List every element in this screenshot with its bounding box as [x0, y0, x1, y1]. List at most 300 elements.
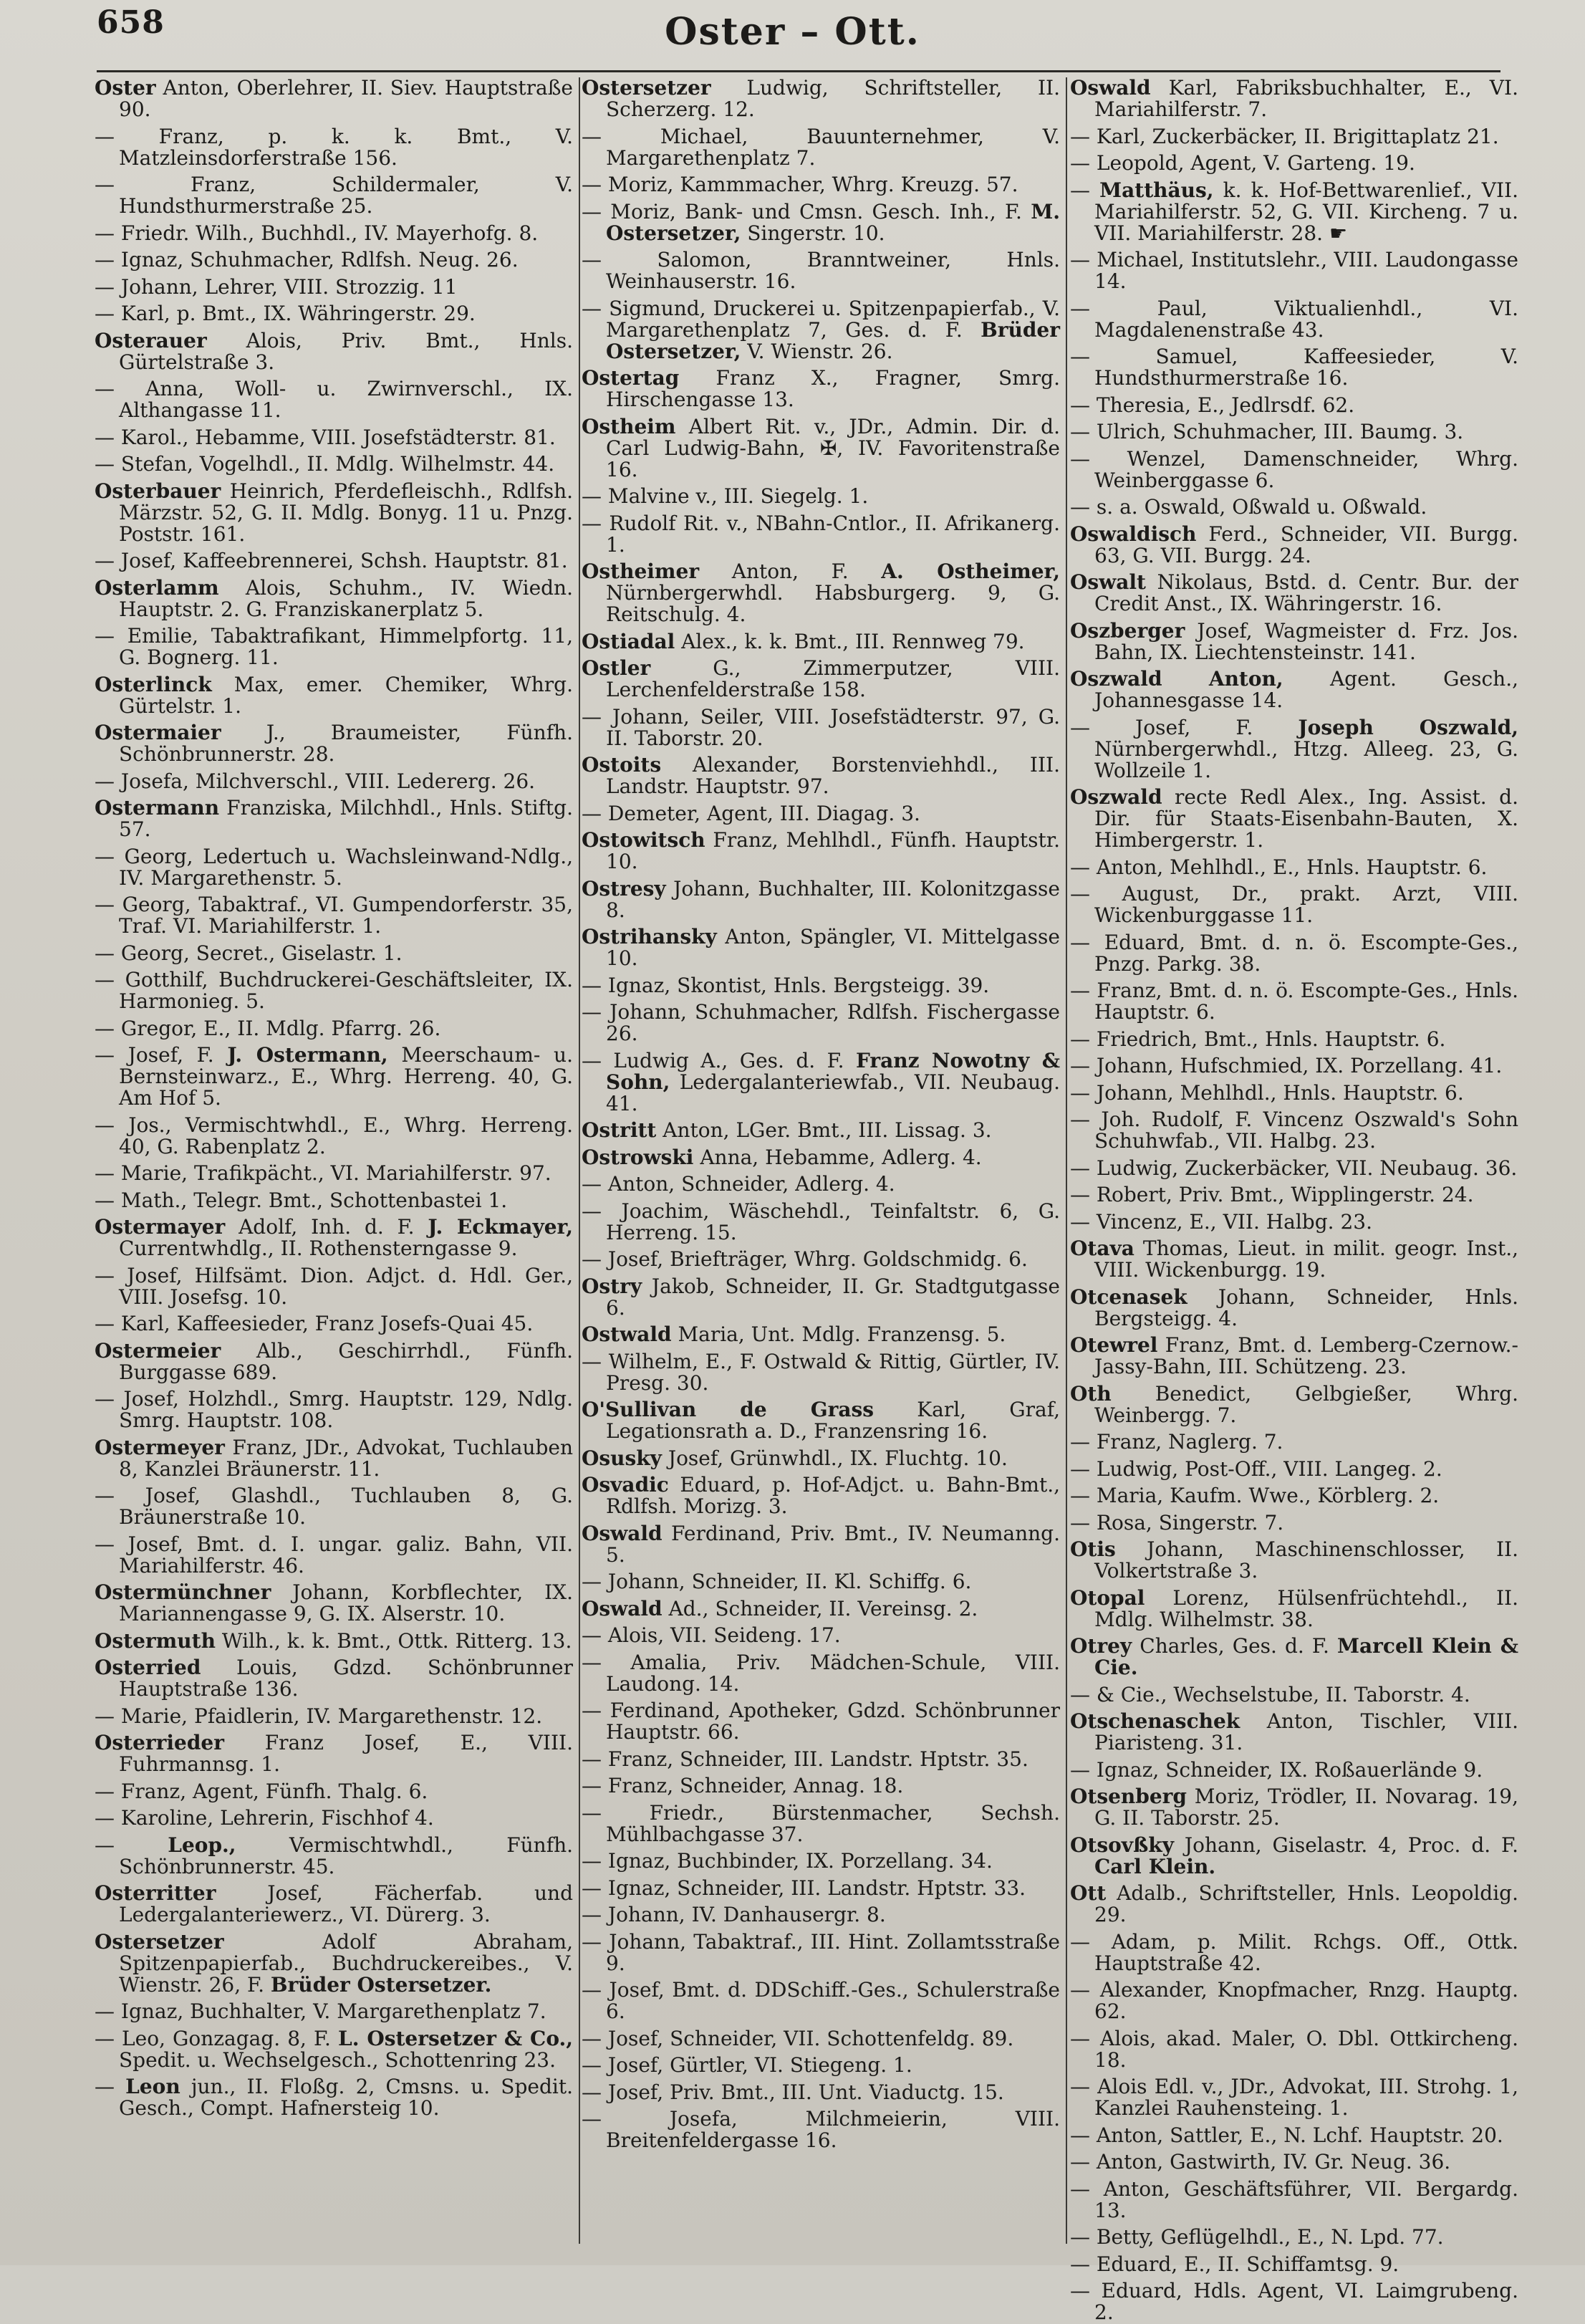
entry-ditto-dash: —	[95, 1484, 115, 1507]
directory-entry	[582, 1878, 1060, 1899]
entry-text: Ignaz, Schuhmacher, Rdlfsh. Neug. 26.	[115, 248, 519, 272]
directory-entry	[582, 2028, 1060, 2050]
directory-entry	[95, 1781, 573, 1802]
entry-text: Jakob, Schneider, II. Gr. Stadtgutgasse 6.	[606, 1274, 1060, 1320]
entry-text: Josef, Grünwhdl., IX. Fluchtg. 10.	[661, 1446, 1008, 1470]
entry-surname: Oswald	[1070, 76, 1151, 100]
entry-text: J., Braumeister, Fünfh. Schönbrunnerstr. 28.	[119, 721, 573, 766]
page-header: Oster – Ott.	[665, 10, 920, 54]
entry-ditto-dash: —	[1070, 1156, 1090, 1180]
entry-text: Thomas, Lieut. in milit. geogr. Inst., VIII. Wickenburgg. 19.	[1094, 1237, 1518, 1282]
entry-text: Joachim, Wäschehdl., Teinfaltstr. 6, G. Herreng. 15.	[602, 1199, 1060, 1244]
entry-ditto-dash: —	[95, 1704, 115, 1728]
entry-surname: Ostermeyer	[95, 1435, 225, 1459]
directory-entry	[1070, 717, 1518, 782]
entry-text: Josef, Holzhdl., Smrg. Hauptstr. 129, Ndlg. Smrg. Hauptstr. 108.	[115, 1387, 573, 1432]
page-number: 658	[97, 4, 165, 41]
entry-firm-name: Carl Klein.	[1094, 1854, 1216, 1878]
entry-firm-name: J. Eckmayer,	[428, 1215, 574, 1239]
entry-text: Maria, Unt. Mdlg. Franzensg. 5.	[671, 1322, 1006, 1346]
entry-text: Josef, F.	[1090, 715, 1299, 739]
entry-text: Franz, Bmt. d. Lemberg-Czernow.-Jassy-Bahn, III. Schützeng. 23.	[1094, 1333, 1518, 1378]
entry-ditto-dash: —	[95, 2026, 115, 2050]
entry-text: Josef, Priv. Bmt., III. Unt. Viaductg. 15.	[602, 2080, 1004, 2104]
entry-surname: Ostermayer	[95, 1215, 226, 1239]
directory-entry	[582, 1324, 1060, 1345]
entry-text: Anton, F.	[699, 560, 882, 583]
entry-surname: Otsenberg	[1070, 1785, 1187, 1808]
entry-ditto-dash: —	[1070, 2150, 1090, 2174]
entry-text: Eduard, Bmt. d. n. ö. Escompte-Ges., Pnzg. Parkg. 38.	[1090, 930, 1518, 976]
entry-firm-name: A. Ostheimer,	[881, 560, 1060, 583]
entry-text: Alois, VII. Seideng. 17.	[602, 1623, 841, 1647]
entry-text: Johann, Tabaktraf., III. Hint. Zollamtsstraße 9.	[602, 1929, 1060, 1975]
entry-ditto-dash: —	[1070, 2176, 1090, 2201]
entry-ditto-dash: —	[582, 1172, 602, 1196]
entry-text: Ignaz, Buchhalter, V. Margarethenplatz 7.	[115, 1999, 546, 2023]
entry-surname: Otrey	[1070, 1634, 1132, 1658]
directory-entry	[582, 1173, 1060, 1195]
entry-text: Josef, Gürtler, VI. Stiegeng. 1.	[602, 2053, 912, 2077]
directory-entry	[1070, 1184, 1518, 1206]
directory-entry	[582, 1652, 1060, 1695]
directory-entry	[95, 1628, 573, 1653]
entry-ditto-dash: —	[95, 302, 115, 325]
entry-ditto-dash: —	[582, 1349, 602, 1373]
entry-text: Wilh., k. k. Bmt., Ottk. Ritterg. 13.	[215, 1628, 572, 1653]
entry-text	[1162, 667, 1209, 691]
entry-text-tail: Meerschaum- u. Bernsteinwarz., E., Whrg. Herreng. 40, G. Am Hof 5.	[119, 1043, 573, 1110]
directory-entry	[95, 2028, 573, 2071]
entry-ditto-dash: —	[582, 2080, 602, 2104]
entry-surname: Ostrihansky	[582, 925, 717, 949]
entry-ditto-dash: —	[95, 452, 115, 476]
directory-entry	[582, 1147, 1060, 1168]
directory-entry	[582, 658, 1060, 701]
entry-ditto-dash: —	[582, 1929, 602, 1954]
entry-text: Moriz, Trödler, II. Novarag. 19, G. II. Taborstr. 25.	[1094, 1785, 1518, 1830]
entry-ditto-dash: —	[582, 511, 602, 535]
entry-text: Eduard, E., II. Schiffamtsg. 9.	[1090, 2252, 1399, 2276]
directory-entry	[95, 577, 573, 620]
entry-ditto-dash: —	[1070, 151, 1090, 175]
directory-entry	[95, 453, 573, 475]
entry-text: Theresia, E., Jedlrsdf. 62.	[1090, 393, 1355, 417]
entry-ditto-dash: —	[1070, 1027, 1090, 1051]
entry-ditto-dash: —	[95, 1833, 115, 1857]
entry-ditto-dash: —	[582, 484, 602, 508]
entry-surname: Oswald	[582, 1521, 663, 1545]
directory-entry	[1070, 1055, 1518, 1077]
directory-entry	[1070, 1883, 1518, 1926]
entry-text: Franz, Schneider, III. Landstr. Hptstr. 35.	[602, 1747, 1028, 1771]
entry-text: Alexander, Knopfmacher, Rnzg. Hauptg. 62.	[1090, 1978, 1518, 2023]
directory-entry	[582, 631, 1060, 653]
entry-text: Alb., Geschirrhdl., Fünfh. Burggasse 689.	[119, 1338, 573, 1384]
directory-entry	[95, 274, 573, 299]
entry-text: Adolf, Inh. d. F.	[225, 1215, 428, 1239]
entry-firm-name: Brüder Ostersetzer,	[606, 317, 1060, 363]
directory-entry	[582, 1700, 1060, 1743]
entry-text: Johann, Schneider, II. Kl. Schiffg. 6.	[602, 1570, 972, 1593]
entry-surname: Ostresy	[582, 876, 666, 901]
directory-entry	[582, 1201, 1060, 1244]
entry-text-tail: Nürnbergerwhdl., Htzg. Alleeg. 23, G. Wollzeile 1.	[1094, 736, 1518, 782]
entry-text-tail: Spedit. u. Wechselgesch., Schottenring 23.	[119, 2047, 556, 2072]
entry-ditto-dash: —	[1070, 1430, 1090, 1454]
entry-text: Gotthilf, Buchdruckerei-Geschäftsleiter, IX. Harmonieg. 5.	[115, 968, 573, 1013]
directory-entry	[582, 1749, 1060, 1770]
entry-text: s. a. Oswald, Oßwald u. Oßwald.	[1090, 495, 1427, 519]
directory-entry	[95, 481, 573, 545]
entry-text: Franz, Agent, Fünfh. Thalg. 6.	[115, 1779, 428, 1803]
directory-entry	[582, 77, 1060, 120]
entry-text: Alois, Schuhm., IV. Wiedn. Hauptstr. 2. G. Franziskanerplatz 5.	[119, 575, 573, 621]
entry-ditto-dash: —	[1070, 2075, 1090, 2098]
entry-text: Franz, Mehlhdl., Fünfh. Hauptstr. 10.	[606, 828, 1060, 873]
entry-ditto-dash: —	[1070, 1682, 1090, 1706]
entry-surname: Oster	[95, 76, 156, 100]
directory-entry	[95, 1265, 573, 1308]
directory-entry	[1070, 2254, 1518, 2275]
entry-text: Louis, Gdzd. Schönbrunner Hauptstraße 136.	[119, 1656, 573, 1701]
directory-entry	[95, 1190, 573, 1211]
entry-text: Jos., Vermischtwhdl., E., Whrg. Herreng. 40, G. Rabenplatz 2.	[115, 1113, 573, 1158]
entry-text: Ulrich, Schuhmacher, III. Baumg. 3.	[1090, 420, 1464, 443]
directory-entry	[95, 722, 573, 765]
entry-firm-name: L. Ostersetzer & Co.,	[338, 2026, 574, 2050]
directory-entry	[95, 1657, 573, 1700]
entry-surname: Osvadic	[582, 1473, 669, 1497]
entry-ditto-dash: —	[1070, 1484, 1090, 1507]
directory-entry	[95, 797, 573, 840]
entry-text: Adolf Abraham, Spitzenpapierfab., Buchdruckereibes., V. Wienstr. 26, F.	[119, 1929, 573, 1997]
directory-entry	[1070, 2028, 1518, 2071]
entry-text: Georg, Tabaktraf., VI. Gumpendorferstr. 35, Traf. VI. Mariahilferstr. 1.	[115, 893, 573, 938]
entry-text-tail: Singerstr. 10.	[741, 221, 885, 245]
entry-ditto-dash: —	[95, 377, 115, 400]
entry-ditto-dash: —	[582, 173, 602, 196]
entry-ditto-dash: —	[95, 1043, 115, 1067]
directory-entry	[582, 249, 1060, 292]
entry-firm-name: Brüder Ostersetzer.	[270, 1972, 492, 1997]
directory-entry	[582, 926, 1060, 969]
entry-text-tail: V. Wienstr. 26.	[741, 339, 893, 363]
entry-text: Ludwig, Zuckerbäcker, VII. Neubaug. 36.	[1090, 1156, 1518, 1180]
entry-surname: Ostrowski	[582, 1145, 694, 1169]
directory-entry	[95, 378, 573, 421]
directory-entry	[1070, 857, 1518, 878]
entry-text: Ignaz, Schneider, III. Landstr. Hptstr. 33.	[602, 1876, 1026, 1900]
entry-ditto-dash: —	[1070, 1054, 1090, 1077]
entry-text: Georg, Ledertuch u. Wachsleinwand-Ndlg., IV. Margarethenstr. 5.	[115, 844, 573, 890]
entry-text: Friedr., Bürstenmacher, Sechsh. Mühlbachgasse 37.	[602, 1800, 1060, 1846]
entry-text: Josef, Briefträger, Whrg. Goldschmidg. 6.	[602, 1247, 1028, 1271]
entry-text	[115, 1833, 168, 1857]
entry-text: Franz, Naglerg. 7.	[1090, 1430, 1283, 1454]
entry-text: Johann, Schuhmacher, Rdlfsh. Fischergasse 26.	[602, 1000, 1060, 1045]
directory-entry	[582, 1625, 1060, 1646]
entry-ditto-dash: —	[582, 1199, 602, 1223]
entry-text: Alexander, Borstenviehhdl., III. Landstr. Hauptstr. 97.	[606, 753, 1060, 798]
entry-text: Marie, Pfaidlerin, IV. Margarethenstr. 12.	[115, 1704, 543, 1728]
directory-entry	[582, 1850, 1060, 1872]
column-right	[1070, 76, 1518, 2324]
entry-firm-name: Leop.,	[168, 1833, 236, 1857]
directory-entry	[1070, 932, 1518, 975]
directory-entry	[1070, 1109, 1518, 1152]
entry-surname: Ostheim	[582, 414, 676, 438]
directory-entry	[582, 1802, 1060, 1845]
entry-surname: Osterauer	[95, 328, 207, 352]
directory-entry	[95, 303, 573, 325]
entry-text: Franz, Schneider, Annag. 18.	[602, 1774, 904, 1797]
directory-entry	[582, 1050, 1060, 1115]
directory-entry	[95, 1883, 573, 1926]
directory-entry	[582, 126, 1060, 169]
entry-text: Franz X., Fragner, Smrg. Hirschengasse 13.	[606, 366, 1060, 411]
directory-entry	[95, 1485, 573, 1528]
directory-entry	[95, 1706, 573, 1727]
entry-text: Franziska, Milchhdl., Hnls. Stiftg. 57.	[119, 796, 573, 841]
entry-text: Karl, Kaffeesieder, Franz Josefs-Quai 45.	[115, 1312, 534, 1335]
entry-ditto-dash: —	[582, 1000, 602, 1024]
entry-ditto-dash: —	[582, 124, 602, 148]
directory-entry	[1070, 1539, 1518, 1582]
entry-text: Lorenz, Hülsenfrüchtehdl., II. Mdlg. Wilhelmstr. 38.	[1094, 1585, 1518, 1631]
entry-text-tail: Currentwhdlg., II. Rothensterngasse 9.	[119, 1237, 518, 1260]
entry-surname: Ostowitsch	[582, 828, 705, 852]
entry-ditto-dash: —	[95, 1312, 115, 1335]
directory-entry	[95, 1582, 573, 1625]
entry-ditto-dash: —	[1070, 2279, 1090, 2303]
entry-text: Josef, Bmt. d. DDSchiff.-Ges., Schulerstraße 6.	[602, 1978, 1060, 2023]
directory-entry	[582, 830, 1060, 873]
entry-text: Nikolaus, Bstd. d. Centr. Bur. der Credit Anst., IX. Währingerstr. 16.	[1094, 570, 1518, 615]
entry-surname: Ostermuth	[95, 1628, 216, 1653]
entry-ditto-dash: —	[582, 1876, 602, 1900]
entry-surname: Ostheimer	[582, 560, 700, 583]
entry-surname: Ostermann	[95, 796, 220, 820]
entry-ditto-dash: —	[582, 1774, 602, 1797]
entry-surname: Ostertag	[582, 366, 680, 390]
directory-entry	[95, 1313, 573, 1335]
directory-entry	[95, 427, 573, 448]
directory-entry	[1070, 1512, 1518, 1534]
directory-entry	[1070, 1029, 1518, 1050]
entry-firm-name: J. Ostermann,	[227, 1043, 388, 1067]
entry-text: Ludwig, Post-Off., VIII. Langeg. 2.	[1090, 1456, 1442, 1481]
directory-entry	[1070, 1287, 1518, 1330]
entry-ditto-dash: —	[1070, 855, 1090, 879]
entry-text: Johann, Maschinenschlosser, II. Volkertstraße 3.	[1094, 1537, 1518, 1583]
entry-surname: Otewrel	[1070, 1333, 1158, 1357]
entry-surname: Ostermaier	[95, 721, 221, 744]
entry-surname: Ostiadal	[582, 629, 675, 653]
entry-ditto-dash: —	[1070, 1209, 1090, 1234]
directory-entry	[95, 1340, 573, 1383]
directory-entry	[582, 1399, 1060, 1442]
entry-surname: Oszwald	[1070, 667, 1162, 691]
entry-text: Anton, Mehlhdl., E., Hnls. Hauptstr. 6.	[1090, 855, 1488, 879]
column-divider	[579, 77, 580, 2244]
entry-ditto-dash: —	[95, 844, 115, 868]
directory-entry	[1070, 524, 1518, 567]
entry-ditto-dash: —	[95, 1779, 115, 1803]
entry-ditto-dash: —	[582, 1048, 602, 1072]
entry-ditto-dash: —	[1070, 345, 1090, 368]
entry-ditto-dash: —	[1070, 1978, 1090, 2002]
entry-text: Leopold, Agent, V. Garteng. 19.	[1090, 151, 1415, 175]
directory-entry	[1070, 496, 1518, 518]
entry-ditto-dash: —	[95, 549, 115, 572]
directory-entry	[582, 1120, 1060, 1141]
entry-text: Johann, Mehlhdl., Hnls. Hauptstr. 6.	[1090, 1080, 1464, 1105]
entry-text: Johann, Lehrer, VIII. Strozzig. 11	[115, 274, 458, 299]
directory-entry	[1070, 1711, 1518, 1754]
directory-entry	[1070, 572, 1518, 615]
entry-text: Albert Rit. v., JDr., Admin. Dir. d. Carl Ludwig-Bahn, ✠, IV. Favoritenstraße 16.	[606, 414, 1060, 481]
directory-entry	[95, 894, 573, 937]
directory-entry	[582, 1904, 1060, 1926]
directory-entry	[582, 513, 1060, 556]
column-middle	[582, 77, 1060, 2237]
directory-entry	[582, 1249, 1060, 1270]
entry-ditto-dash: —	[582, 1978, 602, 2002]
entry-ditto-dash: —	[582, 1699, 602, 1722]
directory-entry	[582, 1523, 1060, 1566]
entry-text: Franz, Bmt. d. n. ö. Escompte-Ges., Hnls. Hauptstr. 6.	[1090, 979, 1518, 1024]
entry-text: Anna, Woll- u. Zwirnverschl., IX. Althangasse 11.	[115, 377, 573, 422]
directory-entry	[1070, 180, 1518, 244]
directory-entry	[582, 2108, 1060, 2151]
entry-ditto-dash: —	[95, 1016, 115, 1040]
entry-ditto-dash: —	[582, 801, 602, 825]
entry-text: Adalb., Schriftsteller, Hnls. Leopoldig. 29.	[1094, 1881, 1518, 1926]
directory-entry	[1070, 980, 1518, 1023]
directory-entry	[582, 1351, 1060, 1394]
entry-text: & Cie., Wechselstube, II. Taborstr. 4.	[1090, 1682, 1470, 1706]
entry-ditto-dash: —	[95, 221, 115, 245]
entry-text: Karl, Fabriksbuchhalter, E., VI. Mariahilferstr. 7.	[1094, 76, 1518, 121]
entry-text: Eduard, Hdls. Agent, VI. Laimgrubeng. 2.	[1090, 2279, 1518, 2324]
entry-text	[115, 2075, 125, 2098]
entry-firm-name: M. Ostersetzer,	[606, 199, 1060, 245]
directory-entry	[1070, 1636, 1518, 1679]
entry-text: Malvine v., III. Siegelg. 1.	[602, 484, 869, 508]
entry-ditto-dash: —	[95, 173, 115, 196]
entry-text: Ferd., Schneider, VII. Burgg. 63, G. VII. Burgg. 24.	[1094, 522, 1518, 567]
directory-entry	[1070, 1979, 1518, 2022]
entry-text: Karol., Hebamme, VIII. Josefstädterstr. 81.	[115, 425, 556, 449]
entry-text: Ad., Schneider, II. Vereinsg. 2.	[662, 1596, 978, 1620]
directory-entry	[1070, 421, 1518, 443]
directory-entry	[1070, 1485, 1518, 1507]
directory-entry	[95, 1732, 573, 1775]
directory-entry	[1070, 2227, 1518, 2248]
entry-firm-name: Matthäus,	[1099, 178, 1214, 202]
entry-text: Joh. Rudolf, F. Vincenz Oszwald's Sohn Schuhwfab., VII. Halbg. 23.	[1090, 1108, 1518, 1153]
entry-surname: Otopal	[1070, 1585, 1145, 1610]
entry-ditto-dash: —	[582, 1650, 602, 1674]
entry-text: Josef, Fächerfab. und Ledergalanteriewerz., VI. Dürerg. 3.	[119, 1881, 573, 1926]
entry-text: Ludwig, Schriftsteller, II. Scherzerg. 12.	[606, 76, 1060, 121]
entry-text: Alois Edl. v., JDr., Advokat, III. Strohg. 1, Kanzlei Rauhensteing. 1.	[1090, 2075, 1518, 2120]
entry-text: Friedrich, Bmt., Hnls. Hauptstr. 6.	[1090, 1027, 1446, 1051]
directory-entry	[1070, 1786, 1518, 1829]
directory-entry	[1070, 1158, 1518, 1179]
directory-entry	[95, 1534, 573, 1577]
entry-firm-name: Joseph Oszwald,	[1298, 715, 1518, 739]
entry-surname: Ostermeier	[95, 1338, 221, 1363]
entry-text: Robert, Priv. Bmt., Wipplingerstr. 24.	[1090, 1183, 1474, 1206]
entry-ditto-dash: —	[1070, 495, 1090, 519]
entry-text: Ignaz, Buchbinder, IX. Porzellang. 34.	[602, 1849, 993, 1873]
entry-surname: O'Sullivan de Grass	[582, 1398, 875, 1421]
entry-surname: Osterlinck	[95, 672, 212, 696]
entry-surname: Otcenasek	[1070, 1285, 1187, 1309]
entry-surname: Ostersetzer	[95, 1929, 224, 1954]
entry-ditto-dash: —	[582, 704, 602, 729]
directory-entry	[1070, 668, 1518, 711]
entry-ditto-dash: —	[582, 1247, 602, 1271]
directory-entry	[582, 368, 1060, 410]
entry-ditto-dash: —	[1070, 2123, 1090, 2147]
directory-entry	[1070, 2151, 1518, 2173]
entry-surname: Osterried	[95, 1656, 201, 1679]
entry-surname: Oswald	[582, 1596, 663, 1620]
entry-text: Marie, Trafikpächt., VI. Mariahilferstr. 97.	[115, 1161, 551, 1185]
directory-entry	[95, 943, 573, 964]
entry-text: Johann, Korbflechter, IX. Mariannengasse 9, G. IX. Alserstr. 10.	[119, 1580, 573, 1626]
entry-ditto-dash: —	[1070, 882, 1090, 906]
directory-entry	[1070, 2176, 1518, 2222]
entry-surname: Oszberger	[1070, 618, 1185, 643]
header-rule	[97, 70, 1500, 72]
directory-entry	[582, 174, 1060, 196]
directory-entry	[95, 625, 573, 668]
entry-ditto-dash: —	[95, 1188, 115, 1212]
directory-entry	[95, 771, 573, 792]
entry-text: Sigmund, Druckerei u. Spitzenpapierfab., V. Margarethenplatz 7, Ges. d. F.	[602, 296, 1060, 342]
column-left	[95, 77, 573, 2237]
directory-entry	[582, 486, 1060, 507]
directory-entry	[95, 550, 573, 572]
entry-text: Paul, Viktualienhdl., VI. Magdalenenstraße 43.	[1090, 296, 1518, 342]
entry-text: Samuel, Kaffeesieder, V. Hundsthurmerstraße 16.	[1090, 345, 1518, 390]
entry-surname: Ostermünchner	[95, 1580, 271, 1604]
entry-text: Ferdinand, Priv. Bmt., IV. Neumanng. 5.	[606, 1521, 1060, 1567]
directory-entry	[582, 1474, 1060, 1517]
entry-ditto-dash: —	[95, 1113, 115, 1137]
entry-text: Rosa, Singerstr. 7.	[1090, 1510, 1284, 1535]
directory-entry	[1070, 1759, 1518, 1781]
directory-entry	[1070, 298, 1518, 341]
entry-text: Emilie, Tabaktrafikant, Himmelpfortg. 11, G. Bognerg. 11.	[115, 624, 573, 669]
directory-entry	[1070, 126, 1518, 148]
entry-ditto-dash: —	[582, 248, 602, 272]
directory-entry	[1070, 1082, 1518, 1104]
directory-entry	[582, 1448, 1060, 1469]
entry-firm-name: Franz Nowotny & Sohn,	[606, 1048, 1060, 1094]
entry-ditto-dash: —	[95, 1999, 115, 2023]
entry-text: Wenzel, Damenschneider, Whrg. Weinberggasse 6.	[1090, 446, 1518, 492]
entry-text: Eduard, p. Hof-Adjct. u. Bahn-Bmt., Rdlfsh. Morizg. 3.	[606, 1473, 1060, 1518]
entry-text: Johann, Buchhalter, III. Kolonitzgasse 8.	[606, 876, 1060, 922]
entry-ditto-dash: —	[1070, 1108, 1090, 1131]
directory-entry	[1070, 1585, 1518, 1631]
entry-ditto-dash: —	[582, 2053, 602, 2077]
